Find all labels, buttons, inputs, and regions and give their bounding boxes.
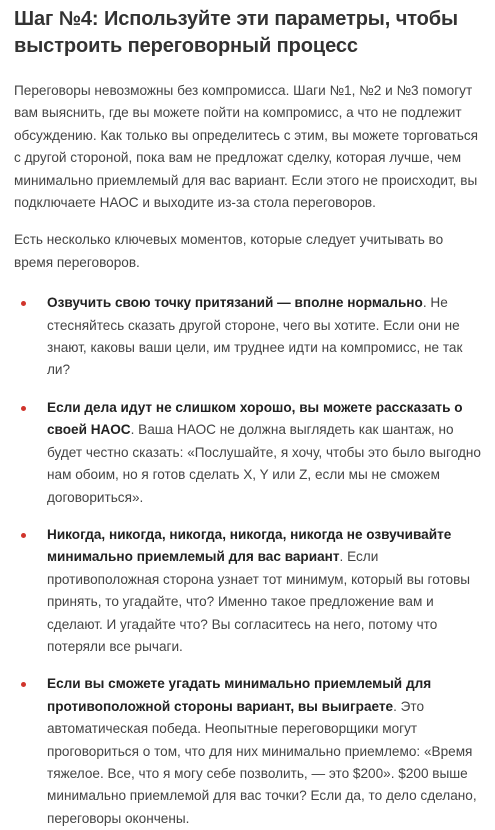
point-bold: Если вы сможете угадать минимально приемлемый для противоположной стороны вариант, вы выиграете (47, 676, 432, 714)
point-text: . Не стесняйтесь сказать другой стороне, чего вы хотите. Если они не знают, каковы ваши цели, им труднее идти на компромисс, не так ли? (47, 295, 463, 378)
list-item (14, 397, 481, 509)
list-item (14, 524, 481, 658)
article-heading: Шаг №4: Используйте эти параметры, чтобы выстроить переговорный процесс (14, 8, 458, 57)
point-bold: Если дела идут не слишком хорошо, вы можете рассказать о своей НАОС (47, 399, 463, 438)
point-text: . Это автоматическая победа. Неопытные переговорщики могут проговориться о том, что для них минимально приемлемо: «Время тяжелое. Все, что я могу себе позволить, — это $200». $200 выше минимально приемлемой для вас точки? Если да, то дело сделано, переговоры окончены. (47, 698, 477, 826)
point-text: . Ваша НАОС не должна выглядеть как шантаж, но будет честно сказать: «Послушайте, я хочу, чтобы это было выгодно нам обоим, но я готов сделать X, Y или Z, если мы не сможем договориться». (47, 422, 481, 505)
point-bold: Никогда, никогда, никогда, никогда, никогда не озвучивайте минимально приемлемый для вас вариант (47, 526, 452, 565)
intro-paragraph: Переговоры невозможны без компромисса. Шаги №1, №2 и №3 помогут вам выяснить, где вы можете пойти на компромисс, а что не подлежит обсуждению. Как только вы определитесь с этим, вы можете торговаться с другой стороной, пока вам не предложат сделку, которая лучше, чем минимально приемлемый для вас вариант. Если этого не происходит, вы подключаете НАОС и выходите из-за стола переговоров. (14, 83, 479, 211)
list-item (14, 292, 481, 382)
bullet-dot (21, 533, 26, 538)
bullet-dot (21, 682, 26, 687)
list-item (14, 673, 481, 830)
key-points-list (14, 292, 481, 830)
point-text: . Если противоположная сторона узнает тот минимум, который вы готовы принять, то угадайте, что? Именно такое предложение вам и сделают. И угадайте что? Вы согласитесь на него, потому что потеряли все рычаги. (47, 549, 471, 654)
lead-paragraph: Есть несколько ключевых моментов, которые следует учитывать во время переговоров. (14, 232, 444, 270)
bullet-dot (21, 406, 26, 411)
bullet-dot (21, 301, 26, 306)
point-bold: Озвучить свою точку притязаний — вполне нормально (47, 295, 423, 311)
